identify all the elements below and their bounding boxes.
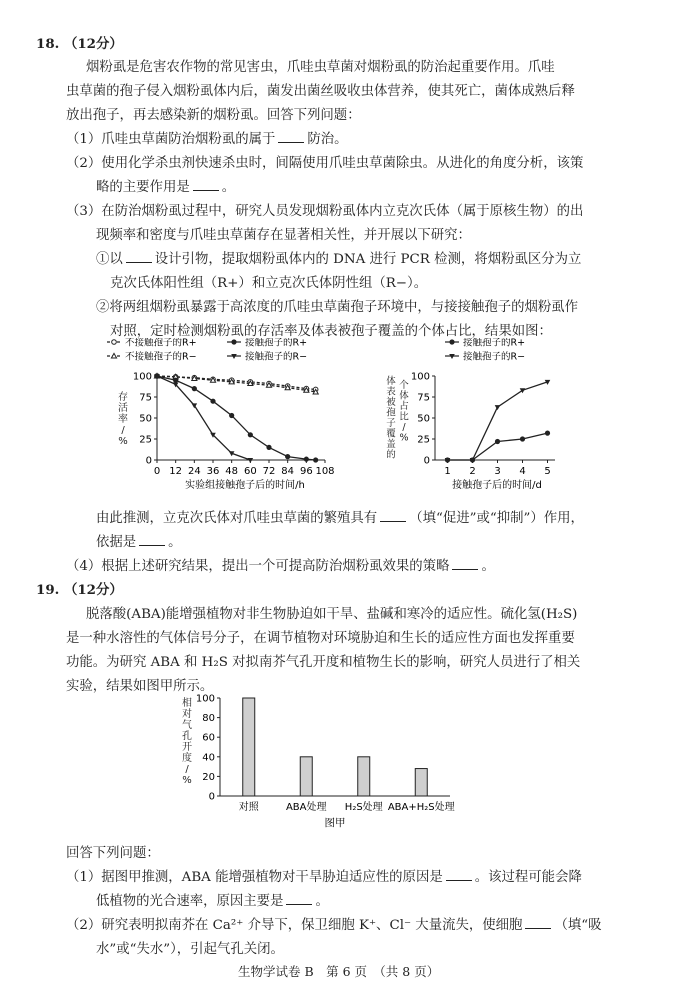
data-point (304, 457, 309, 462)
q18-conclusion-text: 由此推测，立克次氏体对爪哇虫草菌的繁殖具有 (96, 511, 378, 526)
q19-part1-line1 (66, 866, 582, 885)
answer-blank[interactable] (525, 927, 551, 929)
y-tick-label: 0 (145, 455, 152, 467)
answer-blank[interactable] (278, 141, 304, 143)
answer-blank[interactable] (193, 189, 219, 191)
y-tick-label: 0 (208, 791, 215, 803)
y-tick-label: 80 (202, 713, 215, 725)
y-tick-label: 50 (139, 413, 152, 425)
q18-header: 18. （12分） (36, 36, 123, 52)
q18-intro-line-1: 烟粉虱是危害农作物的常见害虫，爪哇虫草菌对烟粉虱的防治起重要作用。爪哇 (86, 60, 555, 75)
stomata-bar-chart (175, 688, 505, 838)
y-tick-label: 40 (202, 752, 215, 764)
bar (300, 757, 312, 796)
q19-intro-line-1: 脱落酸(ABA)能增强植物对非生物胁迫如干旱、盐碱和寒冷的适应性。硫化氢(H₂S) (86, 607, 578, 622)
x-tick-label: 84 (281, 466, 295, 477)
data-point (192, 386, 197, 391)
q18-conclusion-line1 (96, 507, 584, 526)
y-axis-title: 存活率/ % (118, 392, 128, 447)
data-point (229, 413, 234, 418)
q18-part1 (66, 128, 348, 147)
data-point (520, 436, 525, 441)
x-tick-label: 2 (469, 466, 476, 477)
page-footer: 生物学试卷 B 第 6 页 （共 8 页） (238, 964, 440, 979)
answer-blank[interactable] (286, 903, 312, 905)
data-point (495, 439, 500, 444)
q19-part1-line2-tail: 。 (315, 894, 329, 909)
q18-conclusion-tail: （填“促进”或“抑制”）作用， (409, 511, 584, 526)
data-point (285, 454, 290, 459)
coverage-chart-legend (445, 338, 525, 363)
x-tick-label: 3 (494, 466, 501, 477)
x-tick-label: H₂S处理 (344, 802, 383, 813)
bar (415, 769, 427, 796)
y-tick-label: 25 (417, 434, 430, 446)
bar (358, 757, 370, 796)
q19-intro-line-3: 功能。为研究 ABA 和 H₂S 对拟南芥气孔开度和植物生长的影响，研究人员进行了相关 (66, 655, 581, 670)
y-tick-label: 20 (202, 771, 215, 783)
x-tick-label: 24 (187, 466, 201, 477)
q18-part3-line2: 现频率和密度与爪哇虫草菌存在显著相关性，并开展以下研究： (96, 228, 471, 243)
x-tick-label: 60 (243, 466, 257, 477)
q19-part2-line1 (66, 914, 601, 933)
q18-step2-line2: 对照，定时检测烟粉虱的存活率及体表被孢子覆盖的个体占比，结果如图： (110, 324, 552, 339)
legend-label: 接触孢子的R− (463, 351, 526, 363)
survival-chart (105, 338, 350, 498)
y-axis-title: 相对气孔开度/ % (182, 698, 192, 786)
y-tick-label: 75 (139, 392, 152, 404)
x-tick-label: 96 (299, 466, 313, 477)
q18-basis-tail: 。 (168, 535, 182, 550)
q19-header: 19. （12分） (36, 582, 123, 598)
data-point (313, 457, 318, 462)
legend-label: 接触孢子的R+ (245, 338, 308, 349)
legend-label: 不接触孢子的R+ (125, 338, 197, 349)
q18-step2-line1: ②将两组烟粉虱暴露于高浓度的爪哇虫草菌孢子环境中，与接接触孢子的烟粉虱作 (96, 300, 579, 315)
q18-conclusion-line2 (96, 531, 182, 550)
x-tick-label: 12 (169, 466, 183, 477)
x-tick-label: 48 (225, 466, 239, 477)
q18-basis-text: 依据是 (96, 535, 137, 550)
x-axis-title: 接触孢子后的时间/d (452, 480, 542, 491)
legend-marker (112, 340, 117, 345)
q19-part1-line2-text: 低植物的光合速率，原因主要是 (96, 894, 284, 909)
chart-title: 图甲 (324, 817, 346, 829)
q18-part4-text: （4）根据上述研究结果，提出一个可提高防治烟粉虱效果的策略 (66, 559, 450, 574)
q18-step1-tail: 设计引物，提取烟粉虱体内的 DNA 进行 PCR 检测，将烟粉虱区分为立 (154, 252, 582, 267)
q18-intro-line-3: 放出孢子，再去感染新的烟粉虱。回答下列问题： (66, 108, 361, 123)
q18-part4-tail: 。 (481, 559, 495, 574)
q19-answer-prompt: 回答下列问题： (66, 846, 160, 861)
q18-part4 (66, 555, 495, 574)
q18-step1-text: ①以 (96, 252, 123, 267)
q18-part2-line1: （2）使用化学杀虫剂快速杀虫时，间隔使用爪哇虫草菌除虫。从进化的角度分析，该策 (66, 156, 584, 171)
q18-part2-tail: 。 (221, 180, 236, 195)
q18-step1-line1 (96, 248, 581, 267)
q19-part1-text: （1）据图甲推测，ABA 能增强植物对干旱胁迫适应性的原因是 (66, 870, 443, 885)
x-axis-title: 实验组接触孢子后的时间/h (185, 480, 305, 491)
q18-part2-line2 (96, 176, 235, 195)
legend-label: 接触孢子的R− (245, 351, 308, 363)
q19-part1-line2 (96, 890, 329, 909)
q18-part1-text: （1）爪哇虫草菌防治烟粉虱的属于 (66, 132, 276, 147)
legend-marker (449, 339, 454, 344)
x-tick-label: 72 (262, 466, 276, 477)
q18-step1-line2: 克次氏体阳性组（R+）和立克次氏体阴性组（R−）。 (110, 276, 428, 291)
survival-chart-legend (107, 338, 307, 363)
x-tick-label: 108 (315, 466, 335, 477)
q18-part1-tail: 防治。 (307, 132, 348, 147)
x-tick-label: 4 (519, 466, 526, 477)
data-point (173, 378, 178, 383)
answer-blank[interactable] (380, 520, 406, 522)
legend-marker (231, 339, 236, 344)
series-line (448, 433, 548, 460)
series-line (157, 376, 250, 460)
series-line (448, 382, 548, 460)
answer-blank[interactable] (126, 261, 152, 263)
y-tick-label: 25 (139, 434, 152, 446)
data-point (520, 388, 526, 393)
x-tick-label: 36 (206, 466, 220, 477)
q19-intro-line-4: 实验，结果如图甲所示。 (66, 679, 214, 694)
data-point (248, 432, 253, 437)
y-axis-title-part2: 个体占比/ % (399, 380, 409, 444)
answer-blank[interactable] (446, 879, 472, 881)
y-axis-title-part1: 体表被孢子覆盖的 (386, 376, 396, 461)
legend-label: 接触孢子的R+ (463, 338, 526, 349)
q19-intro-line-2: 是一种水溶性的气体信号分子，在调节植物对环境胁迫和生长的适应性方面也发挥重要 (66, 631, 575, 646)
q18-part3-line1: （3）在防治烟粉虱过程中，研究人员发现烟粉虱体内立克次氏体（属于原核生物）的出 (66, 204, 584, 219)
coverage-chart (375, 338, 590, 498)
q18-part2-text: 略的主要作用是 (96, 180, 190, 195)
data-point (210, 399, 215, 404)
y-tick-label: 100 (132, 371, 152, 383)
x-tick-label: 对照 (238, 802, 259, 813)
q19-part2-line2: 水”或“失水”），引起气孔关闭。 (96, 942, 284, 957)
y-tick-label: 50 (417, 413, 430, 425)
x-tick-label: 1 (444, 466, 451, 477)
x-tick-label: 5 (544, 466, 551, 477)
y-tick-label: 60 (202, 732, 215, 744)
q18-intro-line-2: 虫草菌的孢子侵入烟粉虱体内后，菌发出菌丝吸收虫体营养，使其死亡，菌体成熟后释 (66, 84, 575, 99)
bar (243, 698, 255, 796)
legend-label: 不接触孢子的R− (125, 351, 197, 363)
x-tick-label: 0 (153, 466, 161, 477)
data-point (266, 445, 271, 450)
data-point (545, 431, 550, 436)
y-tick-label: 0 (423, 455, 430, 467)
answer-blank[interactable] (452, 568, 478, 570)
x-tick-label: ABA处理 (285, 802, 327, 813)
y-tick-label: 100 (195, 693, 215, 705)
q19-part1-tail: 。该过程可能会降 (474, 870, 582, 885)
answer-blank[interactable] (139, 544, 165, 546)
data-point (495, 405, 501, 410)
y-tick-label: 75 (417, 392, 430, 404)
x-tick-label: ABA+H₂S处理 (387, 802, 455, 813)
q19-part2-text: （2）研究表明拟南芥在 Ca²⁺ 介导下，保卫细胞 K⁺、Cl⁻ 大量流失，使细胞 (66, 918, 523, 933)
y-tick-label: 100 (410, 371, 430, 383)
q19-part2-tail: （填“吸 (554, 918, 602, 933)
legend-marker (111, 353, 116, 358)
